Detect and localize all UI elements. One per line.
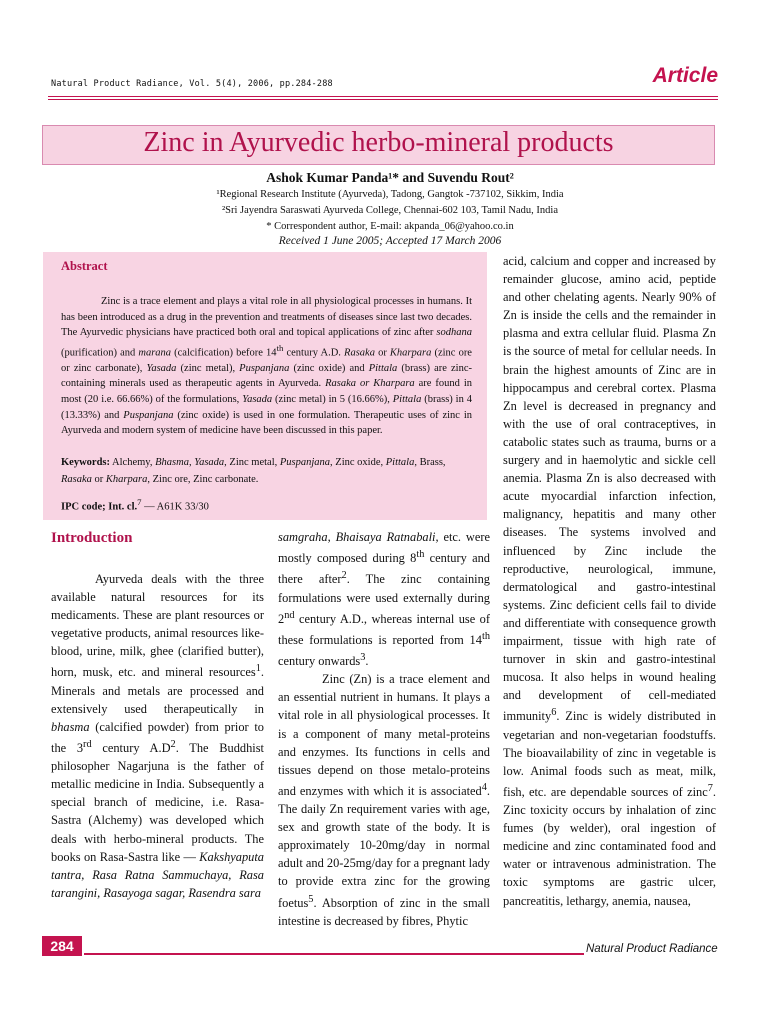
body-column-3: acid, calcium and copper and increased by remainder glucose, amino acid, peptide and other chelating agents. Nearly 90% of Zn is inside the cells and the remainder in plasma and extra cellular fluid. Plasma Zn is the source of metal for cellular needs. In brain the highest amounts of Zinc are in hippocampus and cerebral cortex. Plasma Zn level is decreased in pregnancy and with the use of oral contraceptives, in catabolic states such as trauma, burns or a surgery and in haemolytic and sickle cell anemia. Plasma Zn is also decreased with acute myocardial infarction infection, malignancy, hepatitis and many other diseases. The systems involved and influenced by Zinc include the reproductive, neurological, immune, dermatological and gastro-intestinal systems. Zinc deficient cells fail to divide and differentiate with consequence growth impairment, tissue with high rate of turnover in skin and gastro-intestinal mucosa. It also helps in wound healing and development of cell-mediated immunity$^6$. Zinc is widely distributed in vegetarian and non-vegetarian foodstuffs. The bioavailability of zinc in vegetable is low. Animal foods such as meat, milk, fish, etc. are dependable sources of zinc$^7$. Zinc toxicity occurs by inhalation of zinc fumes (by welder), oral ingestion of medicine and zinc contaminated food and water or intravenous administration. The toxic symptoms are gastric ulcer, pancreatitis, lethargy, anemia, nausea, xyxy=(503,254,716,908)
abstract-heading: Abstract xyxy=(61,259,108,273)
ipc-code-line: IPC code; Int. cl.$^7$ — A61K 33/30 xyxy=(61,497,209,513)
footer-journal-name: Natural Product Radiance xyxy=(586,943,718,955)
header-divider xyxy=(48,96,718,100)
footer-divider xyxy=(84,953,584,955)
ipc-value: — A61K 33/30 xyxy=(141,501,209,513)
affiliation-1: ¹Regional Research Institute (Ayurveda), Tadong, Gangtok -737102, Sikkim, India xyxy=(216,189,564,200)
author-list: Ashok Kumar Panda¹* and Suvendu Rout² xyxy=(266,170,514,185)
body-column-2: samgraha, Bhaisaya Ratnabali, etc. were mostly composed during 8th century and there after$^2$. The zinc containing formulations were used externally during 2nd century A.D., whereas internal use of these formulations is reported from 14th century onwards$^3$. Zinc (Zn) is a trace element and an essential nutrient in humans. It plays a vital role in all physiological processes. It is a component of many metal-proteins and enzymes. Its functions in cells and tissues depend on those metalo-proteins and enzymes with which it is associated$^4$. The daily Zn requirement varies with age, sex and growth state of the body. It is approximately 10-20mg/day in normal adult and 20-25mg/day for a pregnant lady to provide extra zinc for the growing foetus$^5$. Absorption of zinc in the small intestine is decreased by fibres, Phytic xyxy=(278,530,491,928)
received-dates: Received 1 June 2005; Accepted 17 March 2006 xyxy=(278,235,502,247)
keywords-line: Keywords: Alchemy, Bhasma, Yasada, Zinc metal, Puspanjana, Zinc oxide, Pittala, Brass, Rasaka or Kharpara, Zinc ore, Zinc carbonate. xyxy=(61,457,446,485)
body-column-1: Ayurveda deals with the three available natural resources for its medicaments. These are plant resources or vegetative products, animal resources like-blood, urine, milk, ghee (clarified butter), horn, musk, etc. and mineral resources$^1$. Minerals and metals are processed and extensively used therapeutically in bhasma (calcified powder) from prior to the 3rd century $A.D^2$. The Buddhist philosopher Nagarjuna is the father of metallic medicine in India. Subsequently a special branch of medicine, i.e. Rasa-Sastra (Alchemy) was developed which deals with herbo-mineral products. The books on Rasa-Sastra like — Kakshyaputa tantra, Rasa Ratna Sammuchaya, Rasa tarangini, Rasayoga sagar, Rasendra sara xyxy=(51,572,264,900)
introduction-heading: Introduction xyxy=(51,530,133,546)
abstract-body: Zinc is a trace element and plays a vital role in all physiological processes in humans. It has been introduced as a drug in the prevention and treatments of diseases since last two decades. The Ayurvedic physicians have practiced both oral and topical applications of zinc after sodhana (purification) and marana (calcification) before 14th century A.D. Rasaka or Kharpara (zinc ore or zinc carbonate), Yasada (zinc metal), Puspanjana (zinc oxide) and Pittala (brass) are zinc-containing minerals used as therapeutic agents in Ayurveda. Rasaka or Kharpara are found in most (20 i.e. 66.66%) of the formulations, Yasada (zinc metal) in 5 (16.66%), Pittala (brass) in 4 (13.33%) and Puspanjana (zinc oxide) is used in one formulation. Therapeutic uses of zinc in Ayurveda and modern system of medicine have been discussed in this paper. xyxy=(61,296,472,437)
journal-reference: Natural Product Radiance, Vol. 5(4), 2006, pp.284-288 xyxy=(51,79,333,89)
ipc-label: IPC code; Int. cl. xyxy=(61,501,138,513)
article-type-label: Article xyxy=(652,64,718,87)
keywords-label: Keywords: xyxy=(61,457,110,468)
correspondence-email: * Correspondent author, E-mail: akpanda_06@yahoo.co.in xyxy=(266,221,514,232)
affiliation-2: ²Sri Jayendra Saraswati Ayurveda College, Chennai-602 103, Tamil Nadu, India xyxy=(221,205,558,216)
page-number: 284 xyxy=(50,938,74,954)
paper-title: Zinc in Ayurvedic herbo-mineral products xyxy=(143,127,614,158)
